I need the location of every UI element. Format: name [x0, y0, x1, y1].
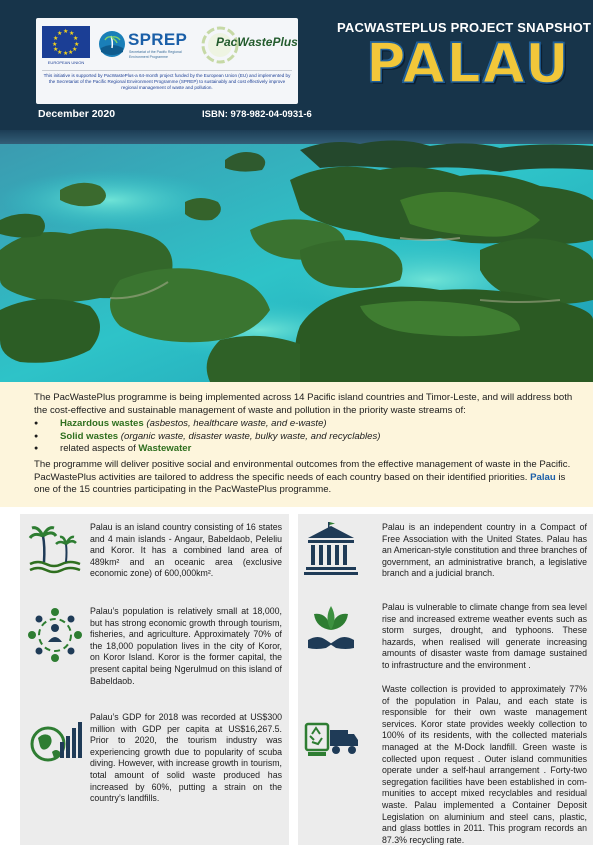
facts-panel-right [298, 514, 593, 845]
rock-islands-illustration [0, 130, 593, 382]
eu-flag-icon: ★ ★ ★ ★ ★ ★ ★ ★ ★ ★ ★ ★ [42, 26, 90, 58]
eu-logo [42, 26, 90, 68]
sprep-subtitle: Secretariat of the Pacific Regional Environment Programme [129, 50, 182, 59]
country-highlight: Palau [530, 471, 556, 483]
programme-intro [0, 382, 593, 507]
support-statement: This initiative is supported by PacWastePlus-a 64-month project funded by the European Union (EU) and implemented by the Secretariat of the Pacific Regional Environment Programme (SPREP) to sustainably and cost effectively improve regional management of waste and pollution. [43, 73, 291, 91]
hero-photo-rock-islands [0, 130, 593, 382]
climate-text: Palau is vulnerable to climate change from sea level rise and increased extreme weather events such as storm surges, drought, and typhoons. These hazards, when realised will generate increasing amounts of disaster waste from damage sustained to infrastructure and the environment . [382, 602, 587, 670]
header-banner [0, 0, 593, 130]
outcomes-paragraph: The programme will deliver positive social and environmental outcomes from the effective management of waste in the Pacific. PacWastePlus activities are tailored to address the specific needs of each country based on their identified priorities. Palau is one of the 15 countries participating in the PacWastePlus programme. [34, 458, 571, 496]
facts-panel-left [20, 514, 289, 845]
palm-island-icon [26, 520, 84, 578]
intro-paragraph: The PacWastePlus programme is being implemented across 14 Pacific island countries and Timor-Leste, and will address both the cost-effective and sustainable management of waste and pollution in the priority waste streams of: [34, 392, 573, 416]
snapshot-title: PACWASTEPLUS PROJECT SNAPSHOT [337, 20, 592, 35]
eu-caption: EUROPEAN UNION [47, 60, 85, 65]
publication-date: December 2020 [38, 108, 116, 120]
pacwasteplus-logo [200, 23, 298, 67]
pacwasteplus-wordmark: PacWastePlus [216, 35, 298, 49]
growth-chart-icon [26, 712, 84, 770]
sprep-wordmark: SPREP [128, 30, 188, 49]
priority-waste-streams [34, 418, 575, 456]
economy-text: Palau’s GDP for 2018 was recorded at US$300 million with GDP per capita at US$16,267.5. Prior to 2020, the tourism industry was experiencing growth due to popularity of scuba diving. However, with increase growth in tourism, total amount of solid waste produced has increased by 60%, putting a strain on the country’s landfills. [90, 712, 282, 804]
partner-logos-card [36, 18, 298, 104]
logo-divider [42, 70, 292, 71]
bullet-solid-wastes: ● Solid wastes (organic waste, disaster waste, bulky waste, and recyclables) [34, 431, 575, 444]
country-title: PALAU [366, 32, 571, 95]
government-text: Palau is an independent country in a Compact of Free Association with the United States. Palau has an American-style constitution and three branches of government, an administrative branch, a legislative branch and a judicial branch. [382, 522, 587, 579]
community-network-icon [26, 606, 84, 664]
government-building-icon [302, 520, 360, 578]
bullet-hazardous-wastes: ● Hazardous wastes (asbestos, healthcare waste, and e-waste) [34, 418, 575, 431]
leaf-hands-icon [302, 600, 360, 658]
waste-collection-text: Waste collection is provided to approximately 77% of the population in Palau, and each state is responsible for their own waste management services. Koror state provides weekly collection to 100% of its residents, with the collected materials managed at the M-Dock landfill. Green waste is collected upon request . Outer island communities operate under a self-haul arrangement . Forty-two segregation facilities have been established in com-munities to accept mixed recyclables and residual waste. Palau implemented a Container Deposit Legislation on aluminium and steel cans, plastic, and glass bottles in 2011. This program records an 87.3% recycling rate. [382, 684, 587, 845]
sprep-logo [98, 26, 192, 66]
bullet-wastewater: ● related aspects of Wastewater [34, 443, 575, 456]
isbn-label: ISBN: 978-982-04-0931-6 [202, 109, 312, 120]
geography-text: Palau is an island country consisting of 16 states and 4 main islands - Angaur, Babeldaob, Peleliu and Koror. It has a combined land area of 489km² and an oceanic area (exclusive economic zone) of 600,000km². [90, 522, 282, 579]
population-text: Palau’s population is relatively small at 18,000, but has strong economic growth through tourism, fisheries, and agriculture. Approximately 70% of the 18,000 population lives in the city of Koror, on Koror Island. Koror is the former capital, the present capital being Ngerulmud on this island of Babeldaob. [90, 606, 282, 686]
sprep-mark-icon [98, 30, 126, 58]
waste-truck-icon [302, 708, 360, 766]
